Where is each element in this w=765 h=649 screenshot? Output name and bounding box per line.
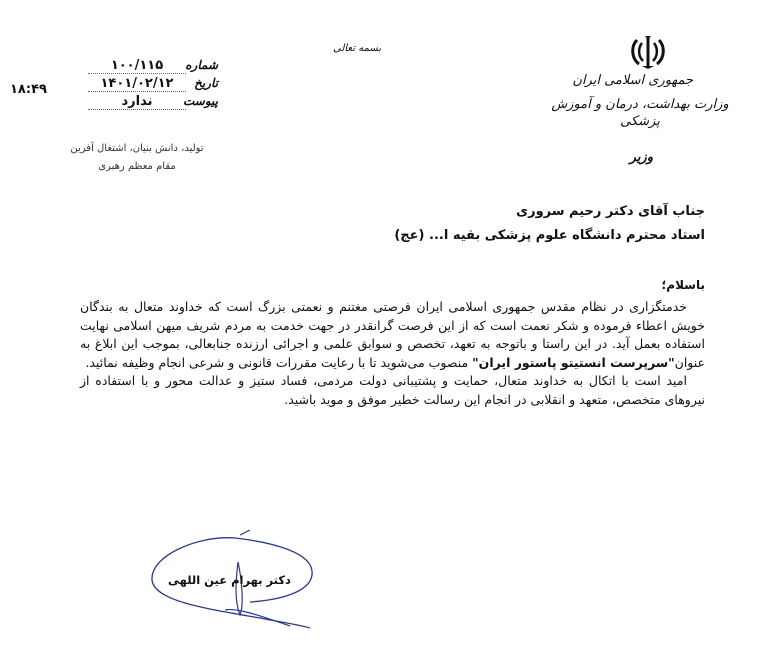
basmala: بسمه تعالی: [333, 43, 382, 54]
letter-body: [80, 298, 705, 409]
office-title: وزیر: [629, 150, 653, 165]
slogan-line: تولید، دانش بنیان، اشتغال آفرین: [70, 143, 204, 154]
recipient-name: جناب آقای دکتر رحیم سروری: [516, 204, 705, 219]
number-row: [88, 58, 218, 76]
recipient: [394, 200, 705, 248]
time-stamp: ۱۸:۴۹: [10, 82, 47, 97]
slogan-attribution: مقام معظم رهبری: [98, 161, 176, 172]
date-row: [88, 76, 218, 94]
paragraph-2: امید است با اتکال به خداوند متعال، حمایت و پشتیبانی دولت مردمی، فساد ستیز و عدالت محور و با استفاده از نیروهای متخصص، متعهد و انقلابی در انجام این رسالت خطیر موفق و موید باشید.: [80, 373, 705, 407]
paragraph-text: منصوب می‌شوید تا با رعایت مقررات قانونی و شرعی انجام وظیفه نمائید.: [85, 354, 473, 370]
greeting: باسلام؛: [661, 278, 705, 292]
paragraph-1: [80, 298, 705, 372]
iran-emblem-icon: [628, 34, 668, 70]
date-label: تاریخ: [194, 76, 218, 90]
slogan: [62, 140, 212, 176]
attachment-label: پیوست: [183, 94, 218, 108]
appointment-title: "سرپرست انستیتو پاستور ایران": [472, 354, 675, 370]
number-label: شماره: [185, 58, 218, 72]
recipient-title: استاد محترم دانشگاه علوم پزشکی بقیه ا... (عج): [394, 228, 705, 243]
republic-title: جمهوری اسلامی ایران: [572, 73, 693, 88]
attachment-value: ندارد: [88, 94, 186, 110]
signer-name: دکتر بهرام عین اللهی: [168, 573, 291, 587]
attachment-row: [88, 94, 218, 112]
paragraph-text: خدمتگزاری در نظام مقدس جمهوری اسلامی ایران فرصتی مغتنم و نعمتی بزرگ است که خداوند متعال به بندگان خویش اعطاء فرموده و شکر نعمت است که از این فرصت گرانقدر در جهت خدمت به مردم شریف میهن اسلامی نهایت استفاده بعمل آید. در این راستا و باتوجه به تعهد، تخصص و سوابق علمی و اجرائی ارزنده جنابعالی، بموجب این ابلاغ به عنوان: [80, 299, 705, 370]
letter-meta: [88, 58, 218, 112]
ministry-title: وزارت بهداشت، درمان و آموزش پزشکی: [551, 97, 729, 129]
number-value: ۱۰۰/۱۱۵: [88, 58, 186, 74]
date-value: ۱۴۰۱/۰۲/۱۲: [88, 76, 186, 92]
